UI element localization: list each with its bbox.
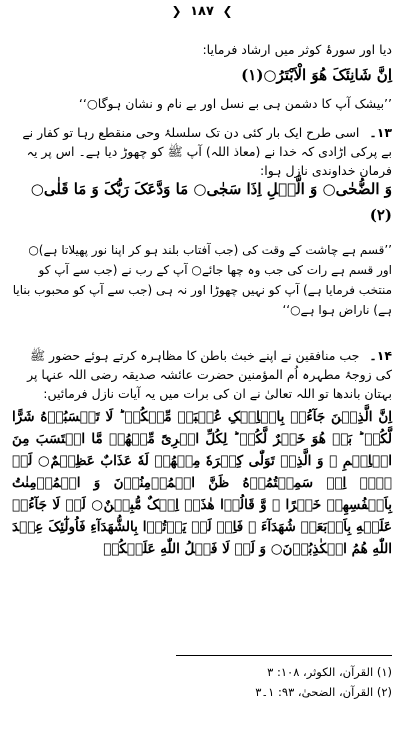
paragraph-text: اسی طرح ایک بار کئی دن تک سلسلۂ وحی منقطع رہا تو کفار نے بے پرکی اڑادی کہ خدا نے (معاذ اللہ) آپ ﷺ کو چھوڑ دیا ہے۔ اس پر یہ فرمان خداوندی نازل ہوا: [22, 125, 392, 178]
footnote-2: (۲) القرآن، الضحیٰ، ۹۳: ۱۔۳ [255, 685, 392, 699]
intro-line: دیا اور سورۂ کوثر میں ارشاد فرمایا: [202, 42, 392, 57]
paragraph-number: ۱۴۔ [369, 348, 392, 363]
verse-kawthar: اِنَّ شَانِئَکَ هُوَ الْاَبْتَرُ○(۱) [241, 66, 392, 84]
page-number: ۱۸۷ [190, 4, 214, 19]
verse-duha: وَ الضُّحٰی○ وَ الَّیۡلِ اِذَا سَجٰی○ مَا وَدَّعَکَ رَبُّکَ وَ مَا قَلٰی○ (۲) [30, 180, 392, 224]
verse-duha-translation: ’’قسم ہے چاشت کے وقت کی (جب آفتاب بلند ہو کر اپنا نور پھیلاتا ہے)○ اور قسم ہے رات کی جب وہ چھا جائے○ آپ کے رب نے (جب سے آپ کو منتخب فرمایا ہے) آپ کو نہیں چھوڑا اور نہ ہی (جب سے آپ کو محبوب بنایا ہے) ناراض ہوا ہے○‘‘ [12, 243, 392, 317]
paragraph-14 [12, 346, 392, 403]
verse-nur: اِنَّ الَّذِیۡنَ جَآءُوۡ بِالۡاِفۡکِ عُصۡبَۃٌ مِّنۡکُمۡ ؕ لَا تَحۡسَبُوۡهُ شَرًّا لَّکُمۡ ؕ بَلۡ هُوَ خَیۡرٌ لَّکُمۡ ؕ لِکُلِّ امۡرِیًٔ مِّنۡهُمۡ مَّا اکۡتَسَبَ مِنَ الۡاِثۡمِ ۚ وَ الَّذِیۡ تَوَلّٰی کِبۡرَهٗ مِنۡهُمۡ لَهٗ عَذَابٌ عَظِیۡمٌ○ لَوۡ لَاۤ اِذۡ سَمِعۡتُمُوۡهُ ظَنَّ الۡمُؤۡمِنُوۡنَ وَ الۡمُؤۡمِنٰتُ بِاَنۡفُسِهِمۡ خَیۡرًا ۙ وَّ قَالُوۡا هٰذَاۤ اِفۡکٌ مُّبِیۡنٌ○ لَوۡ لَا جَآءُوۡ عَلَیۡهِ بِاَرۡبَعَۃِ شُهَدَآءَ ۚ فَاِذۡ لَمۡ یَاۡتُوۡا بِالشُّهَدَآءِ فَاُولٰٓئِکَ عِنۡدَ اللّٰهِ هُمُ الۡکٰذِبُوۡنَ○ وَ لَوۡ لَا فَضۡلُ اللّٰهِ عَلَیۡکُمۡ [12, 409, 392, 557]
footnote-1: (۱) القرآن، الکوثر، ۱۰۸: ۳ [267, 665, 392, 679]
page-number-header [0, 4, 404, 19]
footnote-divider [176, 655, 392, 656]
paragraph-text: جب منافقین نے اپنے خبث باطن کا مظاہرہ کرتے ہوئے حضور ﷺ کی زوجۂ مطہرہ اُم المؤمنین حضرت عائشہ صدیقہ رضی اللہ عنہا پر بہتان باندھا تو اللہ تعالیٰ نے ان کی برات میں یہ آیات نازل فرمائیں: [27, 348, 392, 401]
paragraph-13 [12, 123, 392, 180]
ornament-left-icon: ❮ [171, 4, 182, 18]
ornament-right-icon: ❯ [222, 4, 233, 18]
paragraph-number: ۱۳۔ [369, 125, 392, 140]
verse-kawthar-translation: ’’بیشک آپ کا دشمن ہی بے نسل اور بے نام و نشان ہوگا○‘‘ [78, 96, 392, 111]
